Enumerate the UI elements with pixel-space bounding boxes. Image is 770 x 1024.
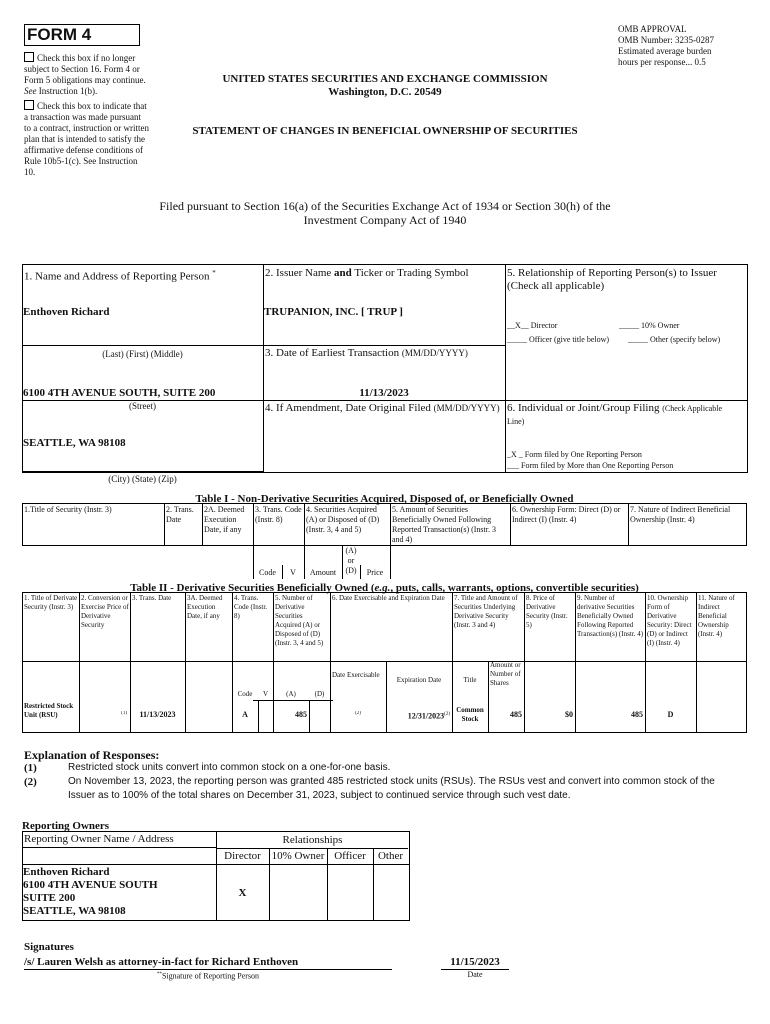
t2-col11: 11. Nature of Indirect Beneficial Ownership (Instr. 4) [698,594,735,638]
form-title: FORM 4 [24,24,140,46]
checkbox1-post: Instruction 1(b). [38,86,98,96]
t1-sub-v: V [290,568,296,577]
omb-line1: OMB APPROVAL [618,24,687,34]
box1-label-mark: * [212,269,216,277]
filed-line1: Filed pursuant to Section 16(a) of the Securities Exchange Act of 1934 or Section 30(h) of the [159,199,611,213]
t2-row-date-ex: (2) [355,711,361,716]
box6-label-text: 6. Individual or Joint/Group Filing [507,402,660,414]
t2-sub-d: (D) [314,690,325,698]
name-caption: (Last) (First) (Middle) [102,349,183,359]
t2-row-security: Restricted Stock Unit (RSU) [24,702,74,719]
t2-row-a: 485 [295,710,307,719]
relationship-ten-pct: _____ 10% Owner [619,321,680,330]
t2-row-exp-note: (2) [444,712,450,717]
box3-label-small: (MM/DD/YYYY) [401,348,468,358]
signature-text: /s/ Lauren Welsh as attorney-in-fact for Richard Enthoven [24,956,299,968]
box4-label-text: 4. If Amendment, Date Original Filed [265,402,431,414]
checkbox2-text: Check this box to indicate that a transaction was made pursuant to a contract, instruction or written plan that is intended to satisfy the affirmative defense conditions of Rule 10b5-1(c). See Instruction 10. [24,101,149,177]
city-caption: (City) (State) (Zip) [108,474,177,484]
box5-label-line1: 5. Relationship of Reporting Person(s) to Issuer [507,267,717,279]
table2-title-pre: Table II - Derivative Securities Beneficially Owned ( [130,582,375,594]
box2-label-pre: 2. Issuer Name [265,267,332,279]
t2-row-exp [386,710,450,722]
owner-line1: Enthoven Richard [23,866,110,878]
t2-sub-amount: Amount or Number of Shares [490,661,521,687]
t2-sub-title: Title [463,676,477,684]
owners-sub-other: Other [377,850,404,862]
explanation-text2 [68,776,758,802]
city-state-zip: SEATTLE, WA 98108 [23,437,126,449]
street-address: 6100 4TH AVENUE SOUTH, SUITE 200 [23,387,216,399]
street-caption: (Street) [129,401,156,411]
reporting-owners-heading: Reporting Owners [22,820,110,832]
statement-title: STATEMENT OF CHANGES IN BENEFICIAL OWNERSHIP OF SECURITIES [192,125,578,137]
owners-col-rel: Relationships [282,834,343,846]
box5-label-line2: (Check all applicable) [507,280,605,292]
t1-col1: 1.Title of Security (Instr. 3) [24,505,112,514]
signatures-heading: Signatures [24,941,74,953]
t2-sub-exp: Expiration Date [396,676,442,684]
t1-sub-price: Price [366,568,384,577]
signature-caption-text: Signature of Reporting Person [161,971,260,981]
date-caption: Date [467,970,483,979]
t2-row-amount: 485 [510,710,522,719]
explanation-text1: Restricted stock units convert into common stock on a one-for-one basis. [68,762,391,773]
owners-sub-ten-pct: 10% Owner [271,850,325,862]
t1-sub-aord: (A) or (D) [345,546,357,575]
explanation-heading: Explanation of Responses: [24,748,160,762]
t2-col4: 4. Trans. Code (Instr. 8) [234,594,268,620]
owner-line3: SUITE 200 [23,892,76,904]
t2-sub-code: Code [237,690,253,698]
box4-label [265,402,500,415]
checkbox-icon[interactable] [24,52,34,62]
t1-sub-amount: Amount [309,568,337,577]
t1-col5: 5. Amount of Securities Beneficially Owned Following Reported Transaction(s) (Instr. 3 and 4) [392,505,496,544]
t2-row-exp-date: 12/31/2023 [407,711,445,721]
commission-line2: Washington, D.C. 20549 [328,86,442,98]
owners-col-name: Reporting Owner Name / Address [24,833,174,845]
box2-label [265,267,469,280]
t2-col5: 5. Number of Derivative Securities Acquired (A) or Disposed of (D) (Instr. 3, 4 and 5) [275,594,324,647]
checkbox-10b5[interactable] [24,100,150,178]
t2-col8: 8. Price of Derivative Security (Instr. 5) [526,594,568,629]
owner-line2: 6100 4TH AVENUE SOUTH [23,879,158,891]
t1-col2a: 2A. Deemed Execution Date, if any [204,505,245,534]
omb-approval [618,24,758,68]
t1-col4: 4. Securities Acquired (A) or Disposed of (D) (Instr. 3, 4 and 5) [306,505,380,534]
commission-heading [170,73,600,99]
explanation-num2: (2) [24,776,37,788]
relationship-other: _____ Other (specify below) [628,335,721,344]
explanation-text2-line1: On November 13, 2023, the reporting person was granted 485 restricted stock units (RSUs). The RSUs vest and convert into common stock of the [68,776,715,787]
t2-row-form: D [667,710,674,719]
relationship-officer: _____ Officer (give title below) [507,335,610,344]
box3-label-text: 3. Date of Earliest Transaction [265,347,400,359]
t2-col2: 2. Conversion or Exercise Price of Derivative Security [81,594,129,629]
explanation-num1: (1) [24,762,37,774]
t2-sub-a: (A) [286,690,296,698]
omb-line4: hours per response... 0.5 [618,57,706,67]
table1-title: Table I - Non-Derivative Securities Acquired, Disposed of, or Beneficially Owned [195,493,574,505]
box4-label-small: (MM/DD/YYYY) [433,403,500,413]
t2-col3: 3. Trans. Date [132,594,172,602]
earliest-transaction-date: 11/13/2023 [359,387,409,399]
t2-row-conv: (1) [121,711,127,716]
omb-line2: OMB Number: 3235-0287 [618,35,714,45]
t2-col1: 1. Title of Derivate Security (Instr. 3) [24,594,78,611]
commission-line1: UNITED STATES SECURITIES AND EXCHANGE COMMISSION [222,73,548,85]
t1-col7: 7. Nature of Indirect Beneficial Ownership (Instr. 4) [630,505,731,524]
owners-sub-officer: Officer [334,850,366,862]
t2-col3a: 3A. Deemed Execution Date, if any [187,594,223,620]
table2-title-eg: e.g. [374,582,391,594]
t2-row-date: 11/13/2023 [139,710,176,719]
checkbox-icon[interactable] [24,100,34,110]
box2-label-and: and [334,267,352,279]
signature-caption [24,970,392,982]
box6-label-small2: Line) [507,417,525,426]
t1-sub-code: Code [259,568,276,577]
t2-row-price: $0 [565,710,573,719]
owner-director-mark: X [238,887,247,899]
box5-label [507,267,745,293]
signature-date: 11/15/2023 [450,956,500,968]
box1-label [24,267,216,284]
t2-sub-date-ex: Date Exercisable [332,671,380,679]
t2-row-owned: 485 [631,710,643,719]
omb-line3: Estimated average burden [618,46,712,56]
t2-col7: 7. Title and Amount of Securities Underlying Derivative Security (Instr. 3 and 4) [454,594,518,629]
owners-sub-director: Director [224,850,261,862]
box6-label [507,402,745,428]
t1-col2: 2. Trans. Date [166,505,194,524]
t2-col9: 9. Number of derivative Securities Beneficially Owned Following Reported Transaction(s) (Instr. 4) [577,594,644,638]
reporting-person-name: Enthoven Richard [23,306,110,318]
filing-opt1: _X _ Form filed by One Reporting Person [507,450,642,459]
checkbox1-see: See [24,86,37,96]
filed-pursuant [120,199,650,227]
t2-row-title: Common Stock [456,706,484,723]
t2-sub-v: V [262,690,269,698]
explanation-text2-line2: Issuer as to 100% of the total shares on December 31, 2023, subject to continued service through such vest date. [68,790,571,801]
boxes-frame [22,264,748,473]
filing-opt2: ___ Form filed by More than One Reporting Person [507,461,674,470]
t2-row-code: A [242,710,248,719]
checkbox1-text: Check this box if no longer subject to Section 16. Form 4 or Form 5 obligations may continue. [24,53,146,85]
owner-line4: SEATTLE, WA 98108 [23,905,126,917]
relationship-director: __X__ Director [507,321,558,330]
table2-title-post: , puts, calls, warrants, options, convertible securities) [390,582,639,594]
box6-label-small: (Check Applicable [662,404,722,413]
t2-col6: 6. Date Exercisable and Expiration Date [332,594,445,602]
box2-label-post: Ticker or Trading Symbol [354,267,469,279]
issuer-name: TRUPANION, INC. [ TRUP ] [264,306,403,318]
box1-label-text: 1. Name and Address of Reporting Person [24,270,210,283]
box3-label [265,347,468,360]
signature-caption-mark: ** [156,972,162,977]
t1-col3: 3. Trans. Code (Instr. 8) [255,505,302,524]
filed-line2: Investment Company Act of 1940 [303,213,467,227]
checkbox-section16[interactable] [24,52,150,97]
t2-col10: 10. Ownership Form of Derivative Security: Direct (D) or Indirect (I) (Instr. 4) [647,594,692,647]
owner-address [23,866,158,918]
t1-col6: 6. Ownership Form: Direct (D) or Indirect (I) (Instr. 4) [512,505,621,524]
